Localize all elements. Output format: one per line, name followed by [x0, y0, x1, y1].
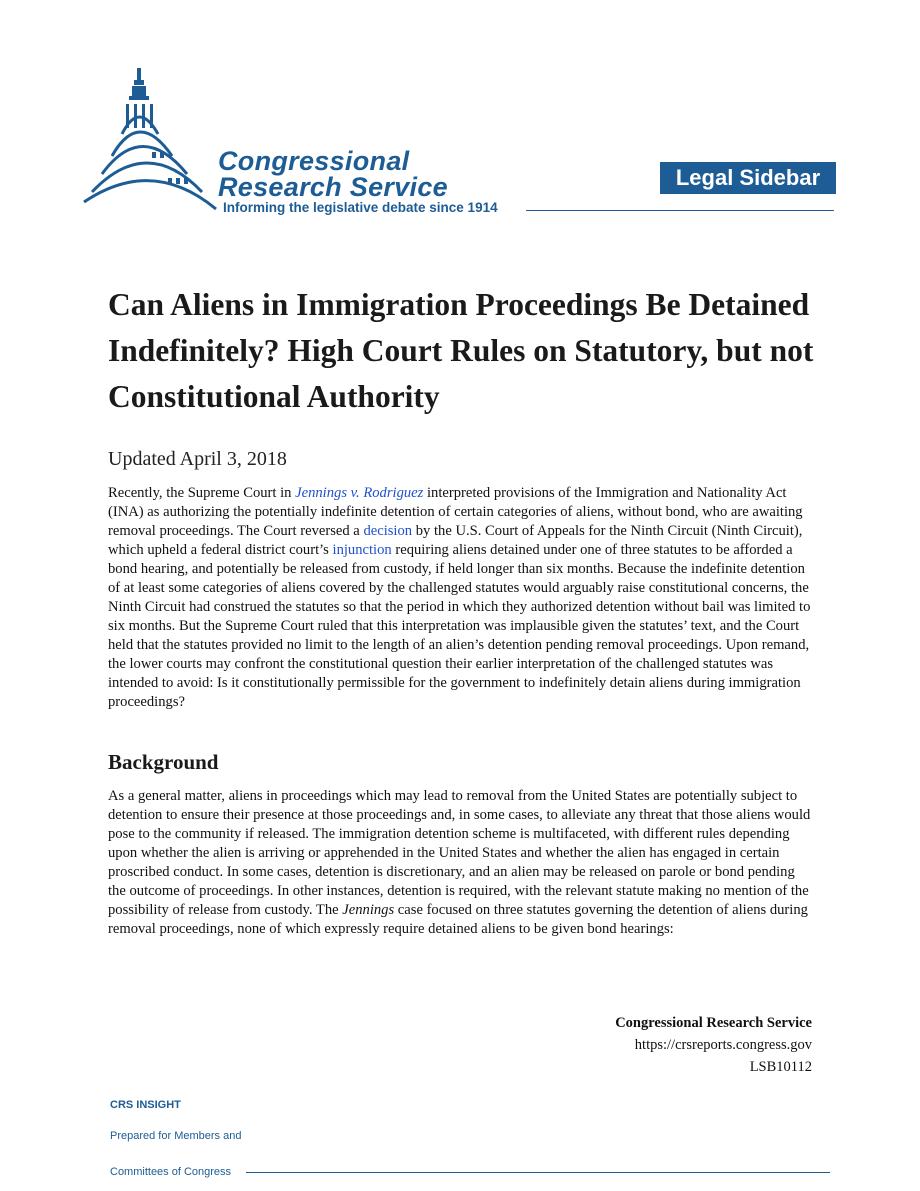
header-rule: [526, 210, 834, 211]
background-text-2: case focused on three statutes governing the detention of aliens during removal proceedings, none of which expressly require detained aliens to be given bond hearings:: [108, 902, 808, 937]
capitol-dome-icon: [82, 64, 222, 224]
brand-name-line2: Research Service: [218, 172, 448, 202]
footer-url[interactable]: https://crsreports.congress.gov: [634, 1037, 812, 1053]
brand-name-line1: Congressional: [218, 146, 410, 176]
footer-info: [615, 1012, 812, 1078]
crs-logo: [82, 64, 542, 224]
brand-tagline: Informing the legislative debate since 1914: [223, 200, 498, 215]
background-paragraph: [108, 787, 816, 939]
jennings-italic: Jennings: [342, 902, 395, 918]
legal-sidebar-badge: Legal Sidebar: [660, 162, 836, 194]
updated-date: Updated April 3, 2018: [108, 448, 287, 470]
intro-paragraph: [108, 484, 816, 712]
committees-label: Committees of Congress: [110, 1166, 232, 1178]
crs-insight-label: CRS INSIGHT: [110, 1099, 181, 1111]
intro-text-4: requiring aliens detained under one of three statutes to be afforded a bond hearing, and potentially be released from custody, if held longer than six months. Because the indefinite detention of at least some categories of aliens covered by the challenged statutes would arguably raise constitutional concerns, the Ninth Circuit had construed the statutes so that the period in which they authorized detention without bail was limited to six months. But the Supreme Court ruled that this interpretation was implausible given the statutes’ text, and the Court held that the statutes provided no limit to the length of an alien’s detention pending removal proceedings. Upon remand, the lower courts may confront the constitutional question their earlier interpretation of the challenged statutes was intended to avoid: Is it constitutionally permissible for the government to indefinitely detain aliens during immigration proceedings?: [108, 542, 811, 710]
injunction-link[interactable]: injunction: [332, 542, 392, 558]
background-heading: Background: [108, 750, 219, 774]
jennings-case-link[interactable]: Jennings v. Rodriguez: [295, 485, 424, 501]
page-title: Can Aliens in Immigration Proceedings Be Detained Indefinitely? High Court Rules on Statutory, but not Constitutional Authority: [108, 287, 814, 414]
footer-report-code: LSB10112: [749, 1059, 812, 1075]
intro-text-2: interpreted provisions of the Immigration and Nationality Act (INA) as authorizing the potentially indefinite detention of certain categories of aliens, without bond, who are awaiting removal proceedings. The Court reversed a: [108, 485, 803, 539]
footer-org: Congressional Research Service: [615, 1015, 812, 1031]
prepared-for-label: Prepared for Members and: [110, 1130, 242, 1142]
footer-rule: [246, 1172, 830, 1173]
intro-text-1: Recently, the Supreme Court in: [108, 485, 296, 501]
intro-text-3: by the U.S. Court of Appeals for the Ninth Circuit (Ninth Circuit), which upheld a federal district court’s: [108, 523, 803, 558]
decision-link[interactable]: decision: [363, 523, 413, 539]
background-text-1: As a general matter, aliens in proceedings which may lead to removal from the United States are potentially subject to detention to ensure their presence at those proceedings and, in some cases, to alleviate any threat that those aliens would pose to the community if released. The immigration detention scheme is multifaceted, with different rules depending upon whether the alien is arriving or apprehended in the United States and whether the alien has engaged in certain proscribed conduct. In some cases, detention is discretionary, and an alien may be released on parole or bond pending the outcome of proceedings. In other instances, detention is required, with the relevant statute making no mention of the possibility of release from custody. The: [108, 788, 811, 918]
